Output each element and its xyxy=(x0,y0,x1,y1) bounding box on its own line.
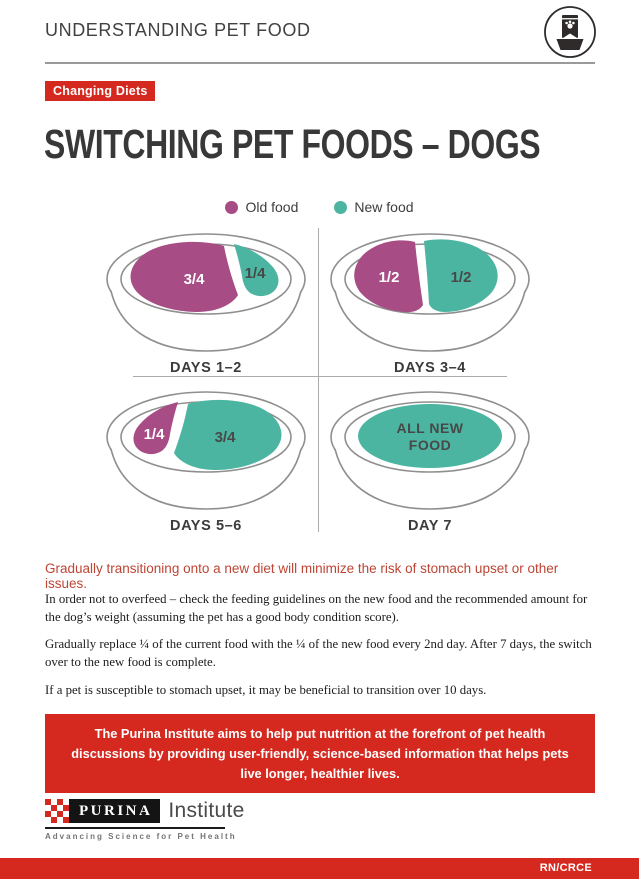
section-badge: Changing Diets xyxy=(45,81,155,101)
legend-label: New food xyxy=(354,199,414,215)
bowl-diagram-days-3-4 xyxy=(293,229,567,376)
legend xyxy=(0,199,639,215)
portion-label: 1/4 xyxy=(244,265,266,282)
portion-label: 1/2 xyxy=(378,269,400,286)
body-paragraph: In order not to overfeed – check the feeding guidelines on the new food and the recommended amount for the dog’s weight (assuming the pet has a good body condition score). xyxy=(45,592,588,625)
header-divider xyxy=(45,62,595,64)
callout-text: The Purina Institute aims to help put nutrition at the forefront of pet health discussions by providing user-friendly, science-based information that helps pets live longer, healthier lives. xyxy=(71,726,569,781)
portion-label: FOOD xyxy=(408,437,452,453)
portion-label: 3/4 xyxy=(183,271,205,288)
bowl-caption: DAYS 1–2 xyxy=(170,360,242,376)
legend-item-new-food xyxy=(334,199,413,215)
institute-wordmark: Institute xyxy=(168,799,245,822)
bowl-caption: DAYS 5–6 xyxy=(170,518,242,534)
purina-institute-callout xyxy=(45,714,595,793)
legend-item-old-food xyxy=(225,199,298,215)
bowl-caption: DAYS 3–4 xyxy=(394,360,466,376)
grid-divider-horizontal xyxy=(133,376,507,377)
purina-wordmark: PURINA xyxy=(69,799,160,823)
portion-label: 1/4 xyxy=(143,426,165,443)
body-paragraphs xyxy=(45,590,595,708)
portion-label: ALL NEW xyxy=(396,420,464,436)
page-title: SWITCHING PET FOODS – DOGS xyxy=(44,121,541,167)
document-code: RN/CRCE xyxy=(539,862,592,874)
legend-label: Old food xyxy=(245,199,299,215)
logo-divider xyxy=(45,827,225,829)
intro-highlight-text: Gradually transitioning onto a new diet will minimize the risk of stomach upset or other issues. xyxy=(45,561,559,591)
body-paragraph: Gradually replace ¼ of the current food with the ¼ of the new food every 2nd day. After 7 days, the switch over to the new food is complete. xyxy=(45,637,592,670)
bowl-caption: DAY 7 xyxy=(407,518,453,534)
bowl-diagram-day-7 xyxy=(293,387,567,534)
logo-tagline: Advancing Science for Pet Health xyxy=(45,832,237,841)
old-food-dot-icon xyxy=(225,201,238,214)
footer-bar xyxy=(0,858,639,879)
portion-label: 3/4 xyxy=(214,429,236,446)
new-food-dot-icon xyxy=(334,201,347,214)
new-food-portion xyxy=(358,404,502,468)
pet-food-bag-bowl-icon xyxy=(543,5,597,59)
body-paragraph: If a pet is susceptible to stomach upset, it may be beneficial to transition over 10 days. xyxy=(45,682,487,697)
purina-checkerboard-icon xyxy=(45,799,69,823)
purina-institute-logo xyxy=(45,799,245,841)
portion-label: 1/2 xyxy=(450,269,472,286)
page-header-title: UNDERSTANDING PET FOOD xyxy=(45,20,311,40)
